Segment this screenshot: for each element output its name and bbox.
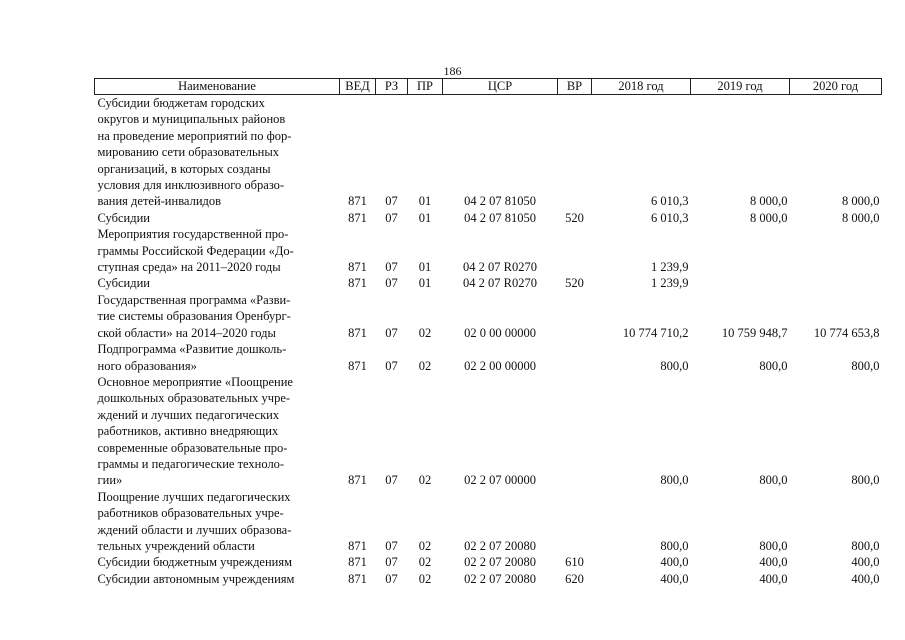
name-line: Субсидии — [97, 210, 150, 225]
cell-rz: 07 — [385, 276, 398, 291]
cell-rz: 07 — [385, 538, 398, 553]
cell-pr: 02 — [418, 571, 432, 586]
cell-pr: 02 — [418, 538, 432, 553]
name-line: ской области» на 2014–2020 годы — [97, 325, 276, 340]
cell-2020: 8 000,0 — [842, 210, 880, 225]
budget-table — [94, 78, 882, 587]
cell-vr — [558, 292, 592, 341]
cell-name — [95, 226, 340, 275]
cell-vr — [558, 226, 592, 275]
table-row — [95, 275, 882, 291]
name-line: Подпрограмма «Развитие дошколь- — [97, 342, 287, 357]
cell-vr — [558, 341, 592, 374]
cell-2018: 10 774 710,2 — [622, 325, 689, 340]
name-line: тельных учреждений области — [97, 538, 255, 553]
cell-2020 — [790, 226, 882, 275]
header-rz: РЗ — [376, 79, 408, 95]
cell-ved: 871 — [348, 325, 367, 340]
cell-2018: 400,0 — [660, 571, 689, 586]
name-line: Мероприятия государственной про- — [97, 227, 289, 242]
cell-pr: 01 — [418, 210, 432, 225]
cell-2018: 800,0 — [660, 358, 689, 373]
cell-2019: 400,0 — [759, 555, 788, 570]
cell-ved: 871 — [348, 538, 367, 553]
cell-csr: 04 2 07 R0270 — [463, 276, 537, 291]
cell-name — [95, 554, 340, 570]
cell-2019: 800,0 — [759, 473, 788, 488]
header-2019: 2019 год — [691, 79, 790, 95]
cell-2020: 800,0 — [851, 358, 880, 373]
table-row — [95, 571, 882, 587]
cell-2018: 400,0 — [660, 555, 689, 570]
cell-name — [95, 341, 340, 374]
name-line: Основное мероприятие «Поощрение — [97, 374, 293, 389]
cell-vr: 520 — [565, 210, 584, 225]
cell-ved: 871 — [348, 276, 367, 291]
cell-2020: 800,0 — [851, 473, 880, 488]
name-line: Государственная программа «Разви- — [97, 292, 291, 307]
cell-name — [95, 275, 340, 291]
cell-csr: 02 2 00 00000 — [464, 358, 536, 373]
cell-rz: 07 — [385, 571, 398, 586]
cell-2018: 6 010,3 — [651, 194, 689, 209]
name-line: ного образования» — [97, 358, 197, 373]
cell-pr: 01 — [418, 276, 432, 291]
cell-name — [95, 374, 340, 489]
cell-vr — [558, 95, 592, 210]
name-line: современные образовательные про- — [97, 440, 288, 455]
cell-2018: 1 239,9 — [651, 276, 689, 291]
header-csr: ЦСР — [443, 79, 558, 95]
cell-ved: 871 — [348, 260, 367, 275]
cell-pr: 02 — [418, 358, 432, 373]
cell-rz: 07 — [385, 194, 398, 209]
name-line: условия для инклюзивного образо- — [97, 178, 285, 193]
cell-2020: 400,0 — [851, 555, 880, 570]
cell-rz: 07 — [385, 473, 398, 488]
name-line: Субсидии автономным учреждениям — [97, 571, 295, 586]
cell-pr: 02 — [418, 325, 432, 340]
table-body — [95, 95, 882, 588]
cell-csr: 02 0 00 00000 — [464, 325, 536, 340]
cell-name — [95, 489, 340, 555]
cell-2020: 8 000,0 — [842, 194, 880, 209]
cell-2019 — [691, 275, 790, 291]
cell-pr: 02 — [418, 473, 432, 488]
name-line: вания детей-инвалидов — [97, 194, 222, 209]
cell-2019: 8 000,0 — [750, 194, 788, 209]
cell-vr: 620 — [565, 571, 584, 586]
cell-csr: 04 2 07 R0270 — [463, 260, 537, 275]
cell-ved: 871 — [348, 571, 367, 586]
name-line: тие системы образования Оренбург- — [97, 309, 291, 324]
cell-2020 — [790, 275, 882, 291]
cell-2020: 800,0 — [851, 538, 880, 553]
cell-vr — [558, 374, 592, 489]
table-row — [95, 374, 882, 489]
cell-2018: 1 239,9 — [651, 260, 689, 275]
cell-vr — [558, 489, 592, 555]
name-line: ждений области и лучших образова- — [97, 522, 292, 537]
cell-csr: 02 2 07 20080 — [464, 571, 536, 586]
cell-2018: 800,0 — [660, 538, 689, 553]
table-row — [95, 489, 882, 555]
cell-rz: 07 — [385, 210, 398, 225]
cell-rz: 07 — [385, 555, 398, 570]
name-line: Поощрение лучших педагогических — [97, 489, 291, 504]
header-vr: ВР — [558, 79, 592, 95]
name-line: граммы и педагогические техноло- — [97, 456, 285, 471]
cell-pr: 01 — [418, 260, 432, 275]
table-row — [95, 341, 882, 374]
table-row — [95, 292, 882, 341]
name-line: организаций, в которых созданы — [97, 161, 271, 176]
cell-ved: 871 — [348, 555, 367, 570]
cell-rz: 07 — [385, 325, 398, 340]
cell-ved: 871 — [348, 194, 367, 209]
cell-2020: 400,0 — [851, 571, 880, 586]
cell-2020: 10 774 653,8 — [813, 325, 880, 340]
cell-2019: 800,0 — [759, 358, 788, 373]
name-line: округов и муниципальных районов — [97, 112, 286, 127]
name-line: Субсидии бюджетным учреждениям — [97, 555, 293, 570]
name-line: граммы Российской Федерации «До- — [97, 243, 294, 258]
cell-2018: 6 010,3 — [651, 210, 689, 225]
name-line: Субсидии бюджетам городских — [97, 96, 265, 110]
cell-csr: 02 2 07 20080 — [464, 538, 536, 553]
header-2020: 2020 год — [790, 79, 882, 95]
cell-ved: 871 — [348, 473, 367, 488]
header-ved: ВЕД — [340, 79, 376, 95]
name-line: на проведение мероприятий по фор- — [97, 128, 292, 143]
table-row — [95, 554, 882, 570]
name-line: гии» — [97, 473, 123, 488]
table-row — [95, 226, 882, 275]
cell-2018: 800,0 — [660, 473, 689, 488]
header-pr: ПР — [408, 79, 443, 95]
cell-2019: 8 000,0 — [750, 210, 788, 225]
name-line: мированию сети образовательных — [97, 145, 280, 160]
table-header-row — [95, 79, 882, 95]
cell-vr: 520 — [565, 276, 584, 291]
cell-name — [95, 571, 340, 587]
cell-name — [95, 292, 340, 341]
cell-csr: 04 2 07 81050 — [464, 210, 536, 225]
cell-csr: 02 2 07 00000 — [464, 473, 536, 488]
name-line: работников образовательных учре- — [97, 506, 284, 521]
cell-rz: 07 — [385, 358, 398, 373]
name-line: ступная среда» на 2011–2020 годы — [97, 260, 281, 275]
cell-name — [95, 95, 340, 210]
cell-2019 — [691, 226, 790, 275]
cell-csr: 04 2 07 81050 — [464, 194, 536, 209]
page-number: 186 — [443, 64, 462, 78]
cell-2019: 800,0 — [759, 538, 788, 553]
table-row — [95, 210, 882, 226]
name-line: дошкольных образовательных учре- — [97, 391, 291, 406]
name-line: Субсидии — [97, 276, 150, 291]
header-name: Наименование — [95, 79, 340, 95]
cell-ved: 871 — [348, 210, 367, 225]
header-2018: 2018 год — [592, 79, 691, 95]
name-line: работников, активно внедряющих — [97, 424, 279, 439]
cell-2019: 10 759 948,7 — [721, 325, 788, 340]
name-line: ждений и лучших педагогических — [97, 407, 280, 422]
cell-vr: 610 — [565, 555, 584, 570]
cell-csr: 02 2 07 20080 — [464, 555, 536, 570]
table-row — [95, 95, 882, 210]
cell-rz: 07 — [385, 260, 398, 275]
cell-2019: 400,0 — [759, 571, 788, 586]
cell-pr: 02 — [418, 555, 432, 570]
cell-name — [95, 210, 340, 226]
cell-ved: 871 — [348, 358, 367, 373]
cell-pr: 01 — [418, 194, 432, 209]
